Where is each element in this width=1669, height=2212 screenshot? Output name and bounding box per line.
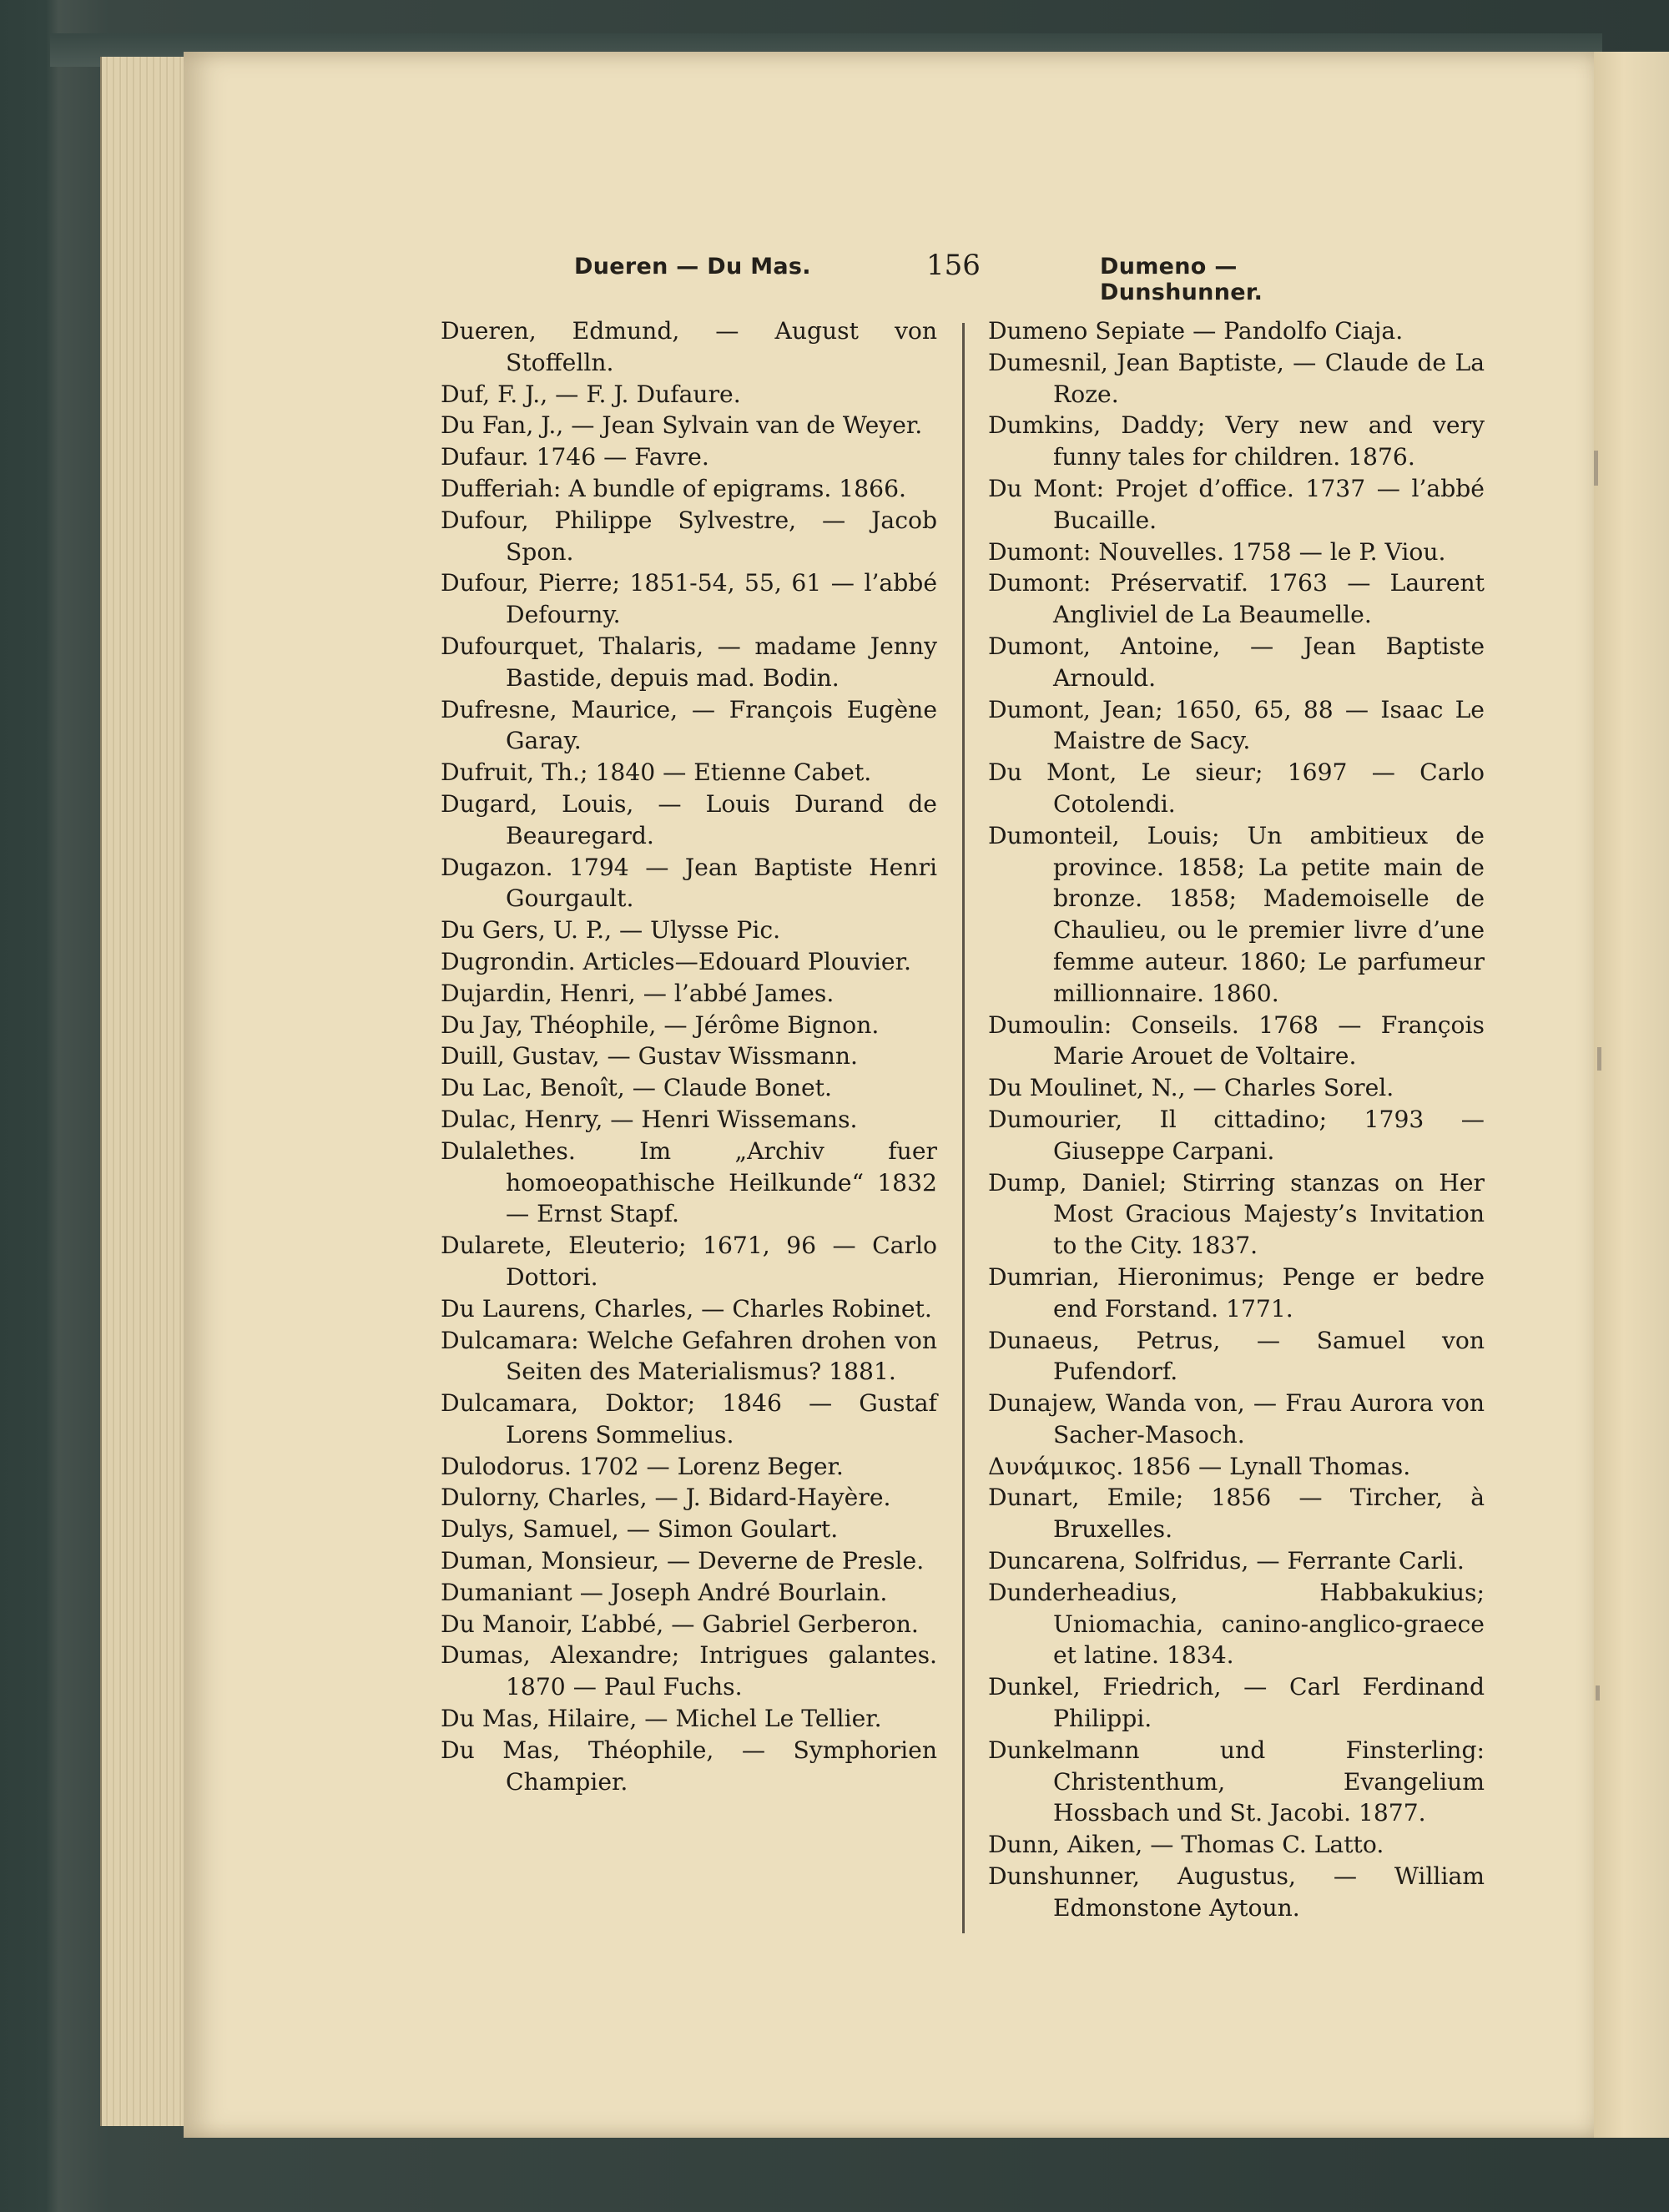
right-entry: Dumourier, Il cittadino; 1793 — Giuseppe Carpani.: [988, 1105, 1485, 1165]
right-entry: Dumont, Antoine, — Jean Baptiste Arnould.: [988, 632, 1485, 692]
right-page-shadow: [1594, 52, 1669, 2138]
left-entry: Du Laurens, Charles, — Charles Robinet.: [441, 1294, 932, 1323]
left-entry: Du Manoir, L’abbé, — Gabriel Gerberon.: [441, 1610, 919, 1638]
right-entry: Dumoulin: Conseils. 1768 — François Marie Arouet de Voltaire.: [988, 1010, 1485, 1071]
margin-mark: [1596, 1685, 1600, 1701]
right-entry: Dunajew, Wanda von, — Frau Aurora von Sacher-Masoch.: [988, 1389, 1485, 1449]
right-entry: Dunderheadius, Habbakukius; Uniomachia, canino-anglico-graece et latine. 1834.: [988, 1578, 1485, 1670]
header-left: Dueren — Du Mas.: [574, 254, 811, 280]
right-entry: Du Mont: Projet d’office. 1737 — l’abbé Bucaille.: [988, 474, 1485, 534]
left-entry: Du Jay, Théophile, — Jérôme Bignon.: [441, 1010, 880, 1039]
left-entry: Dulac, Henry, — Henri Wissemans.: [441, 1105, 858, 1133]
left-entry: Dufour, Pierre; 1851-54, 55, 61 — l’abbé Defourny.: [441, 569, 937, 629]
left-entry: Dulodorus. 1702 — Lorenz Beger.: [441, 1452, 844, 1480]
left-entry: Dujardin, Henri, — l’abbé James.: [441, 979, 834, 1007]
right-entry: Duncarena, Solfridus, — Ferrante Carli.: [988, 1547, 1465, 1575]
right-entry: Dump, Daniel; Stirring stanzas on Her Most Gracious Majesty’s Invitation to the City. 1837.: [988, 1168, 1485, 1260]
right-entry: Dumrian, Hieronimus; Penge er bedre end Forstand. 1771.: [988, 1262, 1485, 1323]
left-entry: Duf, F. J., — F. J. Dufaure.: [441, 380, 741, 408]
column-divider: [962, 323, 965, 1933]
right-entry: Dunkel, Friedrich, — Carl Ferdinand Philippi.: [988, 1673, 1485, 1733]
right-entry: Dumesnil, Jean Baptiste, — Claude de La Roze.: [988, 348, 1485, 408]
right-entry: Dumonteil, Louis; Un ambitieux de province. 1858; La petite main de bronze. 1858; Mademoiselle de Chaulieu, ou le premier livre d’une femme auteur. 1860; Le parfumeur millionnaire. 1860.: [988, 821, 1485, 1007]
right-entry: Dunshunner, Augustus, — William Edmonstone Aytoun.: [988, 1862, 1485, 1922]
right-column: [988, 315, 1485, 1924]
left-entry: Dueren, Edmund, — August von Stoffelln.: [441, 317, 937, 376]
left-entry: Dufaur. 1746 — Favre.: [441, 443, 709, 471]
margin-mark: [1594, 451, 1598, 486]
left-entry: Dulcamara: Welche Gefahren drohen von Seiten des Materialismus? 1881.: [441, 1326, 937, 1386]
right-entry: Du Mont, Le sieur; 1697 — Carlo Cotolendi.: [988, 758, 1485, 818]
left-entry: Dumaniant — Joseph André Bourlain.: [441, 1578, 888, 1606]
left-entry: Du Mas, Hilaire, — Michel Le Tellier.: [441, 1705, 882, 1733]
right-entry: Dumkins, Daddy; Very new and very funny tales for children. 1876.: [988, 411, 1485, 471]
left-entry: Dulalethes. Im „Archiv fuer homoeopathische Heilkunde“ 1832 — Ernst Stapf.: [441, 1136, 937, 1228]
right-entry: Dumeno Sepiate — Pandolfo Ciaja.: [988, 317, 1404, 345]
left-entry: Dufresne, Maurice, — François Eugène Garay.: [441, 695, 937, 755]
right-entry: Dunaeus, Petrus, — Samuel von Pufendorf.: [988, 1326, 1485, 1386]
right-entry: Dumont: Préservatif. 1763 — Laurent Angliviel de La Beaumelle.: [988, 569, 1485, 629]
left-entry: Dugrondin. Articles—Edouard Plouvier.: [441, 947, 911, 975]
left-entry: Dufour, Philippe Sylvestre, — Jacob Spon.: [441, 506, 937, 566]
right-entry: Δυνάμικος. 1856 — Lynall Thomas.: [988, 1452, 1411, 1480]
right-entry: Dumont, Jean; 1650, 65, 88 — Isaac Le Maistre de Sacy.: [988, 695, 1485, 755]
page-number: 156: [926, 249, 981, 282]
left-entry: Dulys, Samuel, — Simon Goulart.: [441, 1515, 839, 1544]
left-entry: Dugard, Louis, — Louis Durand de Beauregard.: [441, 789, 937, 849]
left-entry: Dulcamara, Doktor; 1846 — Gustaf Lorens Sommelius.: [441, 1389, 937, 1449]
left-entry: Dulorny, Charles, — J. Bidard-Hayère.: [441, 1484, 891, 1512]
left-entry: Duman, Monsieur, — Deverne de Presle.: [441, 1547, 925, 1575]
left-entry: Du Fan, J., — Jean Sylvain van de Weyer.: [441, 411, 923, 440]
left-entry: Dularete, Eleuterio; 1671, 96 — Carlo Dottori.: [441, 1232, 937, 1291]
right-entry: Dunkelmann und Finsterling: Christenthum, Evangelium Hossbach und St. Jacobi. 1877.: [988, 1736, 1485, 1827]
header-right: Dumeno — Dunshunner.: [1100, 254, 1263, 305]
left-entry: Duill, Gustav, — Gustav Wissmann.: [441, 1042, 859, 1071]
left-entry: Dufferiah: A bundle of epigrams. 1866.: [441, 474, 906, 502]
left-entry: Dufruit, Th.; 1840 — Etienne Cabet.: [441, 758, 872, 787]
left-entry: Du Mas, Théophile, — Symphorien Champier.: [441, 1736, 937, 1796]
left-entry: Dufourquet, Thalaris, — madame Jenny Bastide, depuis mad. Bodin.: [441, 632, 937, 692]
left-entry: Dumas, Alexandre; Intrigues galantes. 1870 — Paul Fuchs.: [441, 1641, 937, 1701]
margin-mark: [1597, 1047, 1601, 1071]
left-entry: Du Gers, U. P., — Ulysse Pic.: [441, 916, 781, 945]
left-entry: Du Lac, Benoît, — Claude Bonet.: [441, 1074, 832, 1102]
right-entry: Dunart, Emile; 1856 — Tircher, à Bruxelles.: [988, 1484, 1485, 1544]
running-header: [417, 249, 1377, 305]
left-entry: Dugazon. 1794 — Jean Baptiste Henri Gourgault.: [441, 853, 937, 913]
right-entry: Dunn, Aiken, — Thomas C. Latto.: [988, 1831, 1384, 1859]
left-column: [441, 315, 937, 1797]
right-entry: Dumont: Nouvelles. 1758 — le P. Viou.: [988, 537, 1446, 566]
right-entry: Du Moulinet, N., — Charles Sorel.: [988, 1074, 1394, 1102]
